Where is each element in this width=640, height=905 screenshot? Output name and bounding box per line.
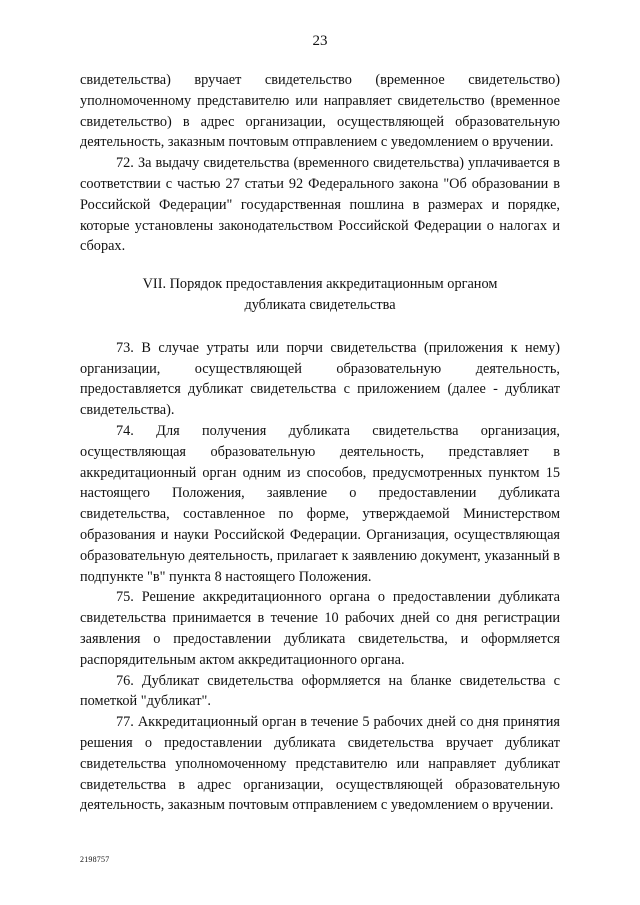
page-number: 23 [312, 33, 328, 49]
document-code: 2198757 [80, 855, 110, 864]
paragraph-75: 75. Решение аккредитационного органа о предоставлении дубликата свидетельства принимается в течение 10 рабочих дней со дня регистрации заявления о предоставлении дубликата свидетельства, и оформляется распорядительным актом аккредитационного органа. [80, 589, 560, 668]
paragraph-73: 73. В случае утраты или порчи свидетельства (приложения к нему) организации, осуществляющей образовательную деятельность, предоставляется дубликат свидетельства с приложением (далее - дубликат свидетельства). [80, 339, 560, 419]
section-heading [80, 274, 560, 316]
section-heading-line-1: VII. Порядок предоставления аккредитационным органом [142, 276, 498, 293]
section-heading-line-2: дубликата свидетельства [244, 296, 396, 313]
paragraph-76: 76. Дубликат свидетельства оформляется на бланке свидетельства с пометкой "дубликат". [80, 672, 560, 710]
paragraph-74: 74. Для получения дубликата свидетельства организация, осуществляющая образовательную деятельность, представляет в аккредитационный орган одним из способов, предусмотренных пунктом 15 настоящего Положения, заявление о предоставлении дубликата свидетельства, составленное по форме, утверждаемой Министерством образования и науки Российской Федерации. Организация, осуществляющая образовательную деятельность, прилагает к заявлению документ, указанный в подпункте "в" пункта 8 настоящего Положения. [80, 422, 560, 585]
paragraph-72: 72. За выдачу свидетельства (временного свидетельства) уплачивается в соответствии с частью 27 статьи 92 Федерального закона "Об образовании в Российской Федерации" государственная пошлина в размерах и порядке, которые установлены законодательством Российской Федерации о налогах и сборах. [80, 155, 560, 255]
paragraph-77: 77. Аккредитационный орган в течение 5 рабочих дней со дня принятия решения о предоставлении дубликата свидетельства вручает дубликат свидетельства уполномоченному представителю или направляет дубликат свидетельства в адрес организации, осуществляющей образовательную деятельность, заказным почтовым отправлением с уведомлением о вручении. [80, 714, 560, 814]
paragraph-continuation: свидетельства) вручает свидетельство (временное свидетельство) уполномоченному представителю или направляет свидетельство (временное свидетельство) в адрес организации, осуществляющей образовательную деятельность, заказным почтовым отправлением с уведомлением о вручении. [80, 72, 560, 151]
document-body [80, 70, 560, 816]
